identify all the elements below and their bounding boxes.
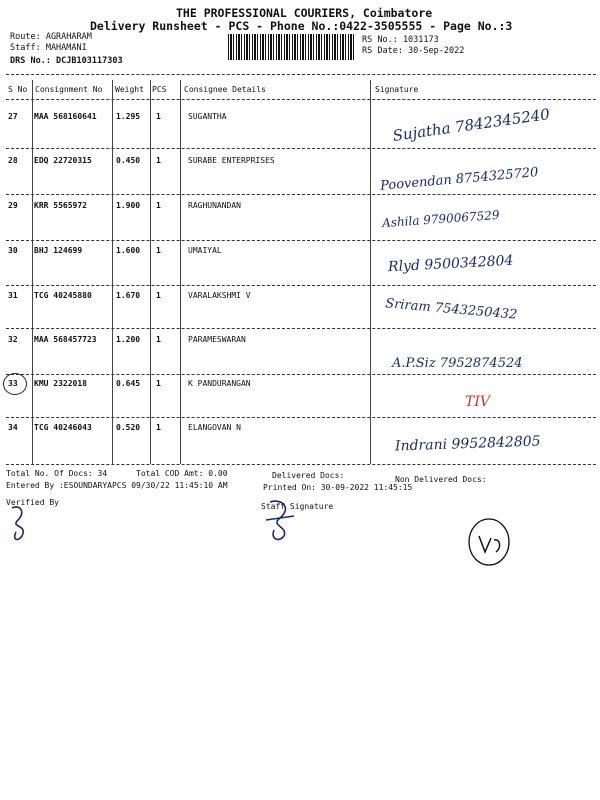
row-consignment: MAA 568160641 bbox=[34, 112, 97, 121]
row-weight: 1.900 bbox=[116, 201, 141, 210]
delivered-docs: Delivered Docs: bbox=[272, 471, 345, 480]
row-weight: 0.450 bbox=[116, 156, 141, 165]
col-divider bbox=[32, 80, 33, 464]
row-consignee: UMAIYAL bbox=[188, 246, 222, 255]
row-consignment: BHJ 124699 bbox=[34, 246, 83, 255]
col-divider bbox=[150, 80, 151, 464]
row-consignee: SURABE ENTERPRISES bbox=[188, 156, 275, 165]
col-divider bbox=[180, 80, 181, 464]
row-sno: 30 bbox=[8, 246, 18, 255]
row-pcs: 1 bbox=[156, 335, 161, 344]
row-weight: 0.520 bbox=[116, 423, 141, 432]
table-bottom-rule bbox=[6, 464, 596, 465]
row-weight: 0.645 bbox=[116, 379, 141, 388]
row-weight: 1.600 bbox=[116, 246, 141, 255]
row-pcs: 1 bbox=[156, 291, 161, 300]
rs-number: RS No.: 1031173 bbox=[362, 35, 439, 45]
row-sno: 34 bbox=[8, 423, 18, 432]
row-signature: TIV bbox=[465, 394, 490, 410]
row-sno: 28 bbox=[8, 156, 18, 165]
col-header-signature: Signature bbox=[375, 85, 419, 94]
staff-signature-label: Staff Signature bbox=[261, 502, 334, 511]
barcode-image bbox=[228, 34, 356, 60]
row-pcs: 1 bbox=[156, 423, 161, 432]
row-divider bbox=[6, 285, 596, 286]
round-stamp-mark bbox=[466, 516, 512, 568]
row-divider bbox=[6, 328, 596, 329]
col-divider bbox=[370, 80, 371, 464]
printed-on: Printed On: 30-09-2022 11:45:15 bbox=[263, 483, 413, 492]
row-signature: Ashila 9790067529 bbox=[381, 207, 500, 231]
row-divider bbox=[6, 417, 596, 418]
col-header-consignee: Consignee Details bbox=[184, 85, 266, 94]
row-sno: 29 bbox=[8, 201, 18, 210]
col-header-consignment: Consignment No bbox=[35, 85, 103, 94]
verified-by: Verified By bbox=[6, 498, 59, 507]
table-top-rule bbox=[6, 74, 596, 75]
runsheet-subtitle: Delivery Runsheet - PCS - Phone No.:0422-3505555 - Page No.:3 bbox=[90, 19, 513, 33]
row-divider bbox=[6, 194, 596, 195]
row-consignee: RAGHUNANDAN bbox=[188, 201, 241, 210]
staff-label: Staff: MAHAMANI bbox=[10, 43, 87, 53]
row-signature: A.P.Siz 7952874524 bbox=[392, 356, 523, 371]
total-docs: Total No. Of Docs: 34 bbox=[6, 469, 108, 478]
verifier-signature-scribble bbox=[6, 502, 36, 546]
row-consignment: TCG 40246043 bbox=[34, 423, 92, 432]
row-consignee: K PANDURANGAN bbox=[188, 379, 251, 388]
row-signature: Sriram 7543250432 bbox=[384, 296, 518, 323]
staff-signature-scribble bbox=[262, 496, 298, 544]
row-signature: Rlyd 9500342804 bbox=[387, 252, 514, 276]
col-header-pcs: PCS bbox=[152, 85, 167, 94]
row-consignment: TCG 40245880 bbox=[34, 291, 92, 300]
row-sno: 32 bbox=[8, 335, 18, 344]
row-consignment: EDQ 22720315 bbox=[34, 156, 92, 165]
row-pcs: 1 bbox=[156, 112, 161, 121]
company-title: THE PROFESSIONAL COURIERS, Coimbatore bbox=[176, 6, 433, 20]
row-pcs: 1 bbox=[156, 201, 161, 210]
row-consignment: KRR 5565972 bbox=[34, 201, 87, 210]
row-divider bbox=[6, 148, 596, 149]
header-bottom-rule bbox=[6, 99, 596, 100]
row-consignment: MAA 568457723 bbox=[34, 335, 97, 344]
row-consignee: VARALAKSHMI V bbox=[188, 291, 251, 300]
route-label: Route: AGRAHARAM bbox=[10, 32, 92, 42]
col-header-sno: S No bbox=[8, 85, 28, 94]
row-weight: 1.200 bbox=[116, 335, 141, 344]
row-signature: Poovendan 8754325720 bbox=[379, 165, 539, 194]
row-pcs: 1 bbox=[156, 156, 161, 165]
drs-number: DRS No.: DCJB103117303 bbox=[10, 56, 123, 66]
row-consignment: KMU 2322018 bbox=[34, 379, 87, 388]
row-sno: 33 bbox=[8, 379, 18, 388]
row-signature: Indrani 9952842805 bbox=[394, 433, 541, 455]
row-pcs: 1 bbox=[156, 246, 161, 255]
row-divider bbox=[6, 240, 596, 241]
total-cod: Total COD Amt: 0.00 bbox=[136, 469, 228, 478]
col-divider bbox=[112, 80, 113, 464]
row-signature: Sujatha 7842345240 bbox=[391, 105, 551, 145]
row-weight: 1.670 bbox=[116, 291, 141, 300]
col-header-weight: Weight bbox=[115, 85, 144, 94]
row-sno: 27 bbox=[8, 112, 18, 121]
row-consignee: ELANGOVAN N bbox=[188, 423, 241, 432]
row-pcs: 1 bbox=[156, 379, 161, 388]
rs-date: RS Date: 30-Sep-2022 bbox=[362, 46, 465, 56]
non-delivered-docs: Non Delivered Docs: bbox=[395, 475, 487, 484]
row-consignee: SUGANTHA bbox=[188, 112, 227, 121]
row-divider bbox=[6, 374, 596, 375]
entered-by: Entered By :ESOUNDARYAPCS 09/30/22 11:45:10 AM bbox=[6, 481, 228, 490]
row-weight: 1.295 bbox=[116, 112, 141, 121]
row-sno: 31 bbox=[8, 291, 18, 300]
row-consignee: PARAMESWARAN bbox=[188, 335, 246, 344]
